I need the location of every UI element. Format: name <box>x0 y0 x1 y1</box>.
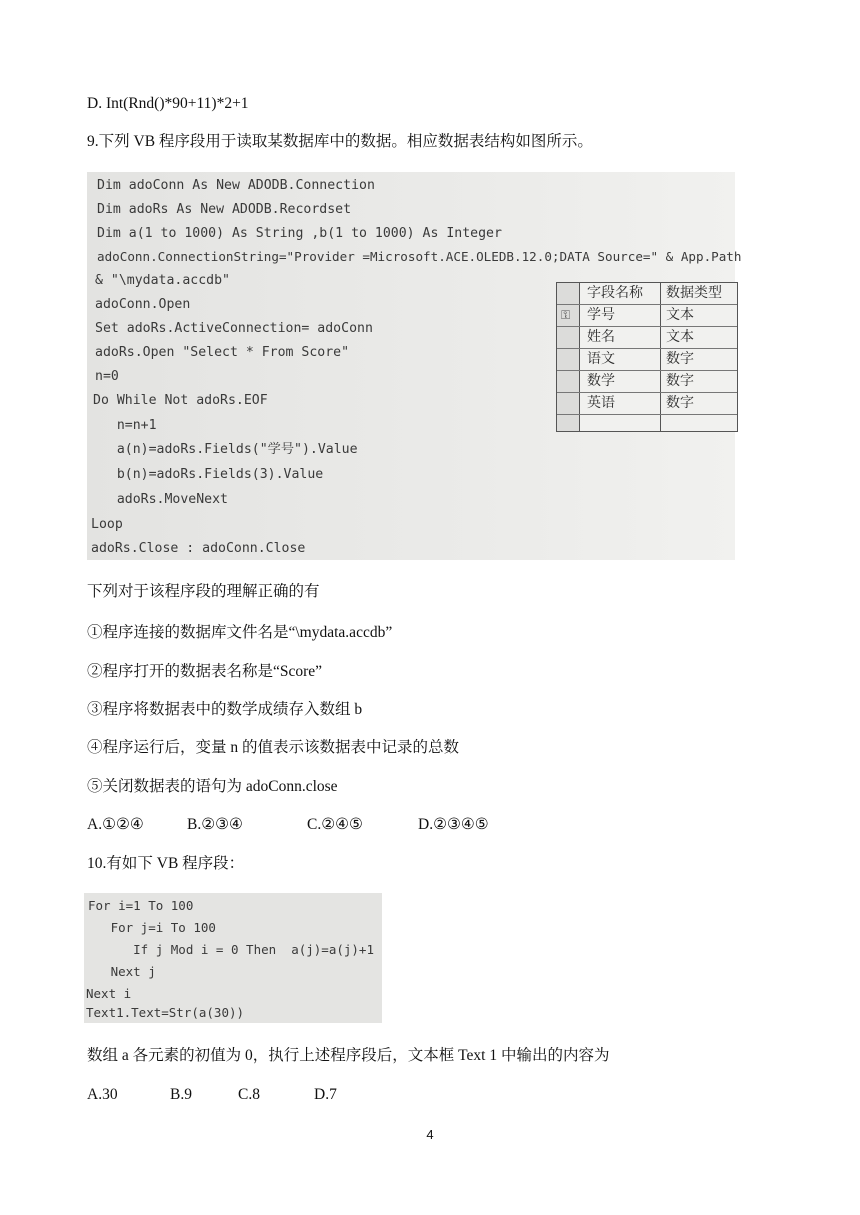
code-line: Do While Not adoRs.EOF <box>93 393 268 408</box>
table-row <box>557 349 737 371</box>
header-data-type: 数据类型 <box>666 285 722 301</box>
q9-option-b: B.②③④ <box>187 816 243 833</box>
field-name-cell: 英语 <box>587 395 615 411</box>
field-name-cell: 语文 <box>587 351 615 367</box>
data-type-cell: 数字 <box>666 395 694 411</box>
key-icon: ⚿ <box>561 308 571 322</box>
code-line: adoConn.Open <box>95 297 191 312</box>
table-row <box>557 327 737 349</box>
table-row <box>557 371 737 393</box>
data-type-cell: 数字 <box>666 351 694 367</box>
table-row <box>557 393 737 415</box>
code-line: Dim a(1 to 1000) As String ,b(1 to 1000) As Integer <box>97 226 502 241</box>
page-number: 4 <box>426 1127 434 1142</box>
code-line: Text1.Text=Str(a(30)) <box>86 1005 245 1020</box>
code-line: If j Mod i = 0 Then a(j)=a(j)+1 <box>88 942 374 957</box>
code-line: adoRs.Close : adoConn.Close <box>91 541 306 556</box>
code-line: n=0 <box>95 369 119 384</box>
q9-statement-2: ②程序打开的数据表名称是“Score” <box>87 663 323 680</box>
code-line: Loop <box>91 517 123 532</box>
code-line: Next j <box>88 964 156 979</box>
q9-statement-3: ③程序将数据表中的数学成绩存入数组 b <box>87 701 363 718</box>
q9-option-d: D.②③④⑤ <box>418 816 489 833</box>
code-line: n=n+1 <box>93 418 157 433</box>
q10-option-d: D.7 <box>314 1086 337 1103</box>
data-type-cell: 文本 <box>666 329 694 345</box>
code-line: For i=1 To 100 <box>88 898 194 913</box>
q9-option-a: A.①②④ <box>87 816 144 833</box>
q9-stem: 9.下列 VB 程序段用于读取某数据库中的数据。相应数据表结构如图所示。 <box>87 133 593 150</box>
code-line: adoRs.MoveNext <box>93 492 228 507</box>
q10-prompt: 数组 a 各元素的初值为 0，执行上述程序段后，文本框 Text 1 中输出的内容为 <box>87 1047 610 1064</box>
table-row-empty <box>557 415 737 436</box>
code-line: & "\mydata.accdb" <box>95 273 230 288</box>
data-type-cell: 文本 <box>666 307 694 323</box>
code-line: Dim adoRs As New ADODB.Recordset <box>97 202 352 217</box>
q9-option-c: C.②④⑤ <box>307 816 363 833</box>
q9-statement-1: ①程序连接的数据库文件名是“\mydata.accdb” <box>87 624 393 641</box>
field-name-cell: 学号 <box>587 307 615 323</box>
data-type-cell: 数字 <box>666 373 694 389</box>
q9-statement-4: ④程序运行后，变量 n 的值表示该数据表中记录的总数 <box>87 739 460 756</box>
field-structure-table <box>556 282 738 432</box>
prev-option-d: D. Int(Rnd()*90+11)*2+1 <box>87 95 249 112</box>
q9-prompt: 下列对于该程序段的理解正确的有 <box>87 583 320 600</box>
code-line: Set adoRs.ActiveConnection= adoConn <box>95 321 373 336</box>
code-line: a(n)=adoRs.Fields("学号").Value <box>93 442 358 457</box>
field-name-cell: 数学 <box>587 373 615 389</box>
code-line: b(n)=adoRs.Fields(3).Value <box>93 467 324 482</box>
q10-stem: 10.有如下 VB 程序段： <box>87 855 245 872</box>
q10-option-b: B.9 <box>170 1086 192 1103</box>
q10-option-c: C.8 <box>238 1086 260 1103</box>
code-line: Next i <box>86 986 132 1001</box>
code-line: Dim adoConn As New ADODB.Connection <box>97 178 375 193</box>
q9-statement-5: ⑤关闭数据表的语句为 adoConn.close <box>87 778 338 795</box>
table-header-row <box>557 283 737 305</box>
header-field-name: 字段名称 <box>587 285 643 301</box>
code-line: For j=i To 100 <box>88 920 216 935</box>
code-line: adoConn.ConnectionString="Provider =Microsoft.ACE.OLEDB.12.0;DATA Source=" & App.Path <box>97 249 742 264</box>
table-row <box>557 305 737 327</box>
q10-option-a: A.30 <box>87 1086 118 1103</box>
code-line: adoRs.Open "Select * From Score" <box>95 345 350 360</box>
q10-code-image <box>84 893 382 1023</box>
field-name-cell: 姓名 <box>587 329 615 345</box>
